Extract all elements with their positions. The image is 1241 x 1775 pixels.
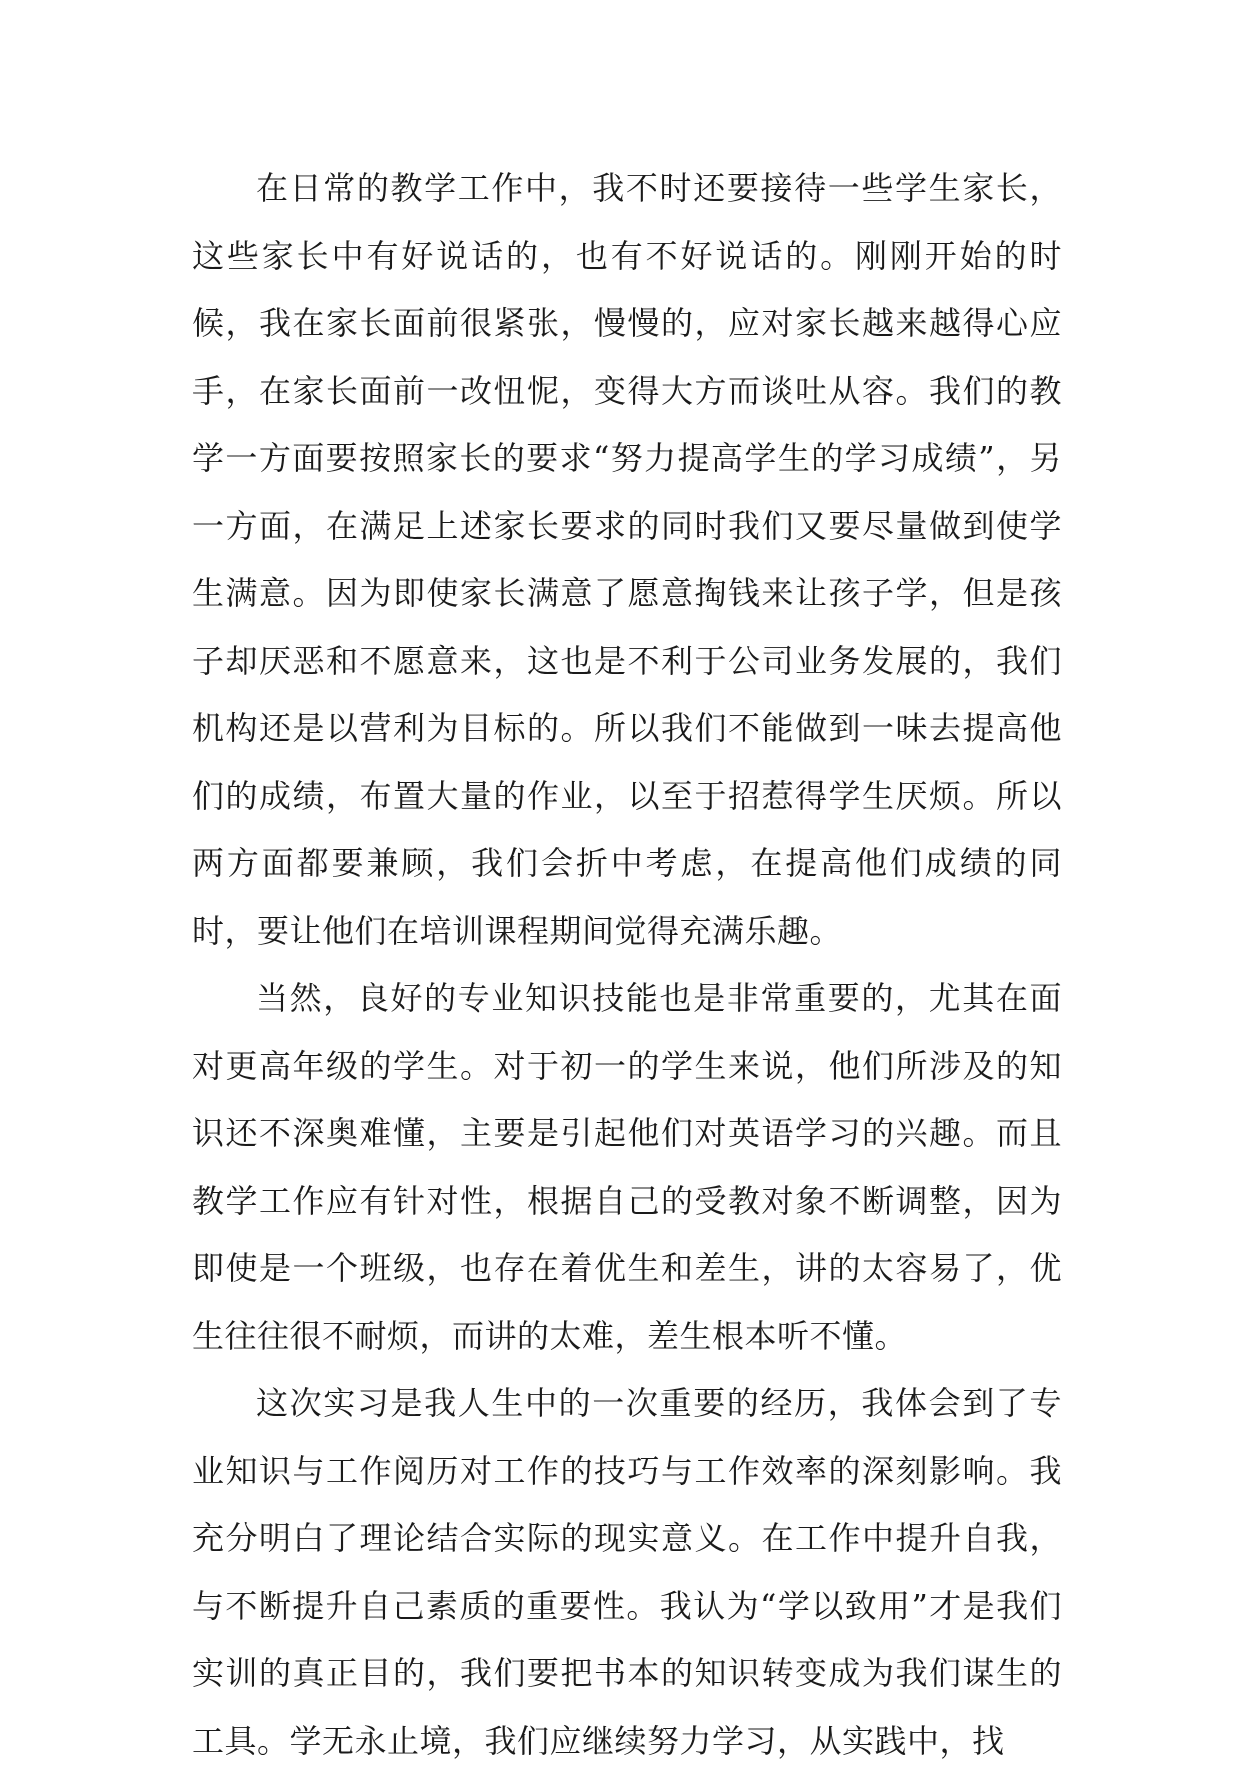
document-body [192, 155, 1062, 1775]
paragraph: 在日常的教学工作中，我不时还要接待一些学生家长，这些家长中有好说话的，也有不好说话的。刚刚开始的时候，我在家长面前很紧张，慢慢的，应对家长越来越得心应手，在家长面前一改忸怩，变得大方而谈吐从容。我们的教学一方面要按照家长的要求“努力提高学生的学习成绩”，另一方面，在满足上述家长要求的同时我们又要尽量做到使学生满意。因为即使家长满意了愿意掏钱来让孩子学，但是孩子却厌恶和不愿意来，这也是不利于公司业务发展的，我们机构还是以营利为目标的。所以我们不能做到一味去提高他们的成绩，布置大量的作业，以至于招惹得学生厌烦。所以两方面都要兼顾，我们会折中考虑，在提高他们成绩的同时，要让他们在培训课程期间觉得充满乐趣。 [192, 169, 1062, 950]
paragraph: 这次实习是我人生中的一次重要的经历，我体会到了专业知识与工作阅历对工作的技巧与工作效率的深刻影响。我充分明白了理论结合实际的现实意义。在工作中提升自我，与不断提升自己素质的重要性。我认为“学以致用”才是我们实训的真正目的，我们要把书本的知识转变成为我们谋生的工具。学无永止境，我们应继续努力学习，从实践中，找 [192, 1384, 1062, 1760]
paragraph: 当然，良好的专业知识技能也是非常重要的，尤其在面对更高年级的学生。对于初一的学生来说，他们所涉及的知识还不深奥难懂，主要是引起他们对英语学习的兴趣。而且教学工作应有针对性，根据自己的受教对象不断调整，因为即使是一个班级，也存在着优生和差生，讲的太容易了，优生往往很不耐烦，而讲的太难，差生根本听不懂。 [192, 979, 1062, 1355]
